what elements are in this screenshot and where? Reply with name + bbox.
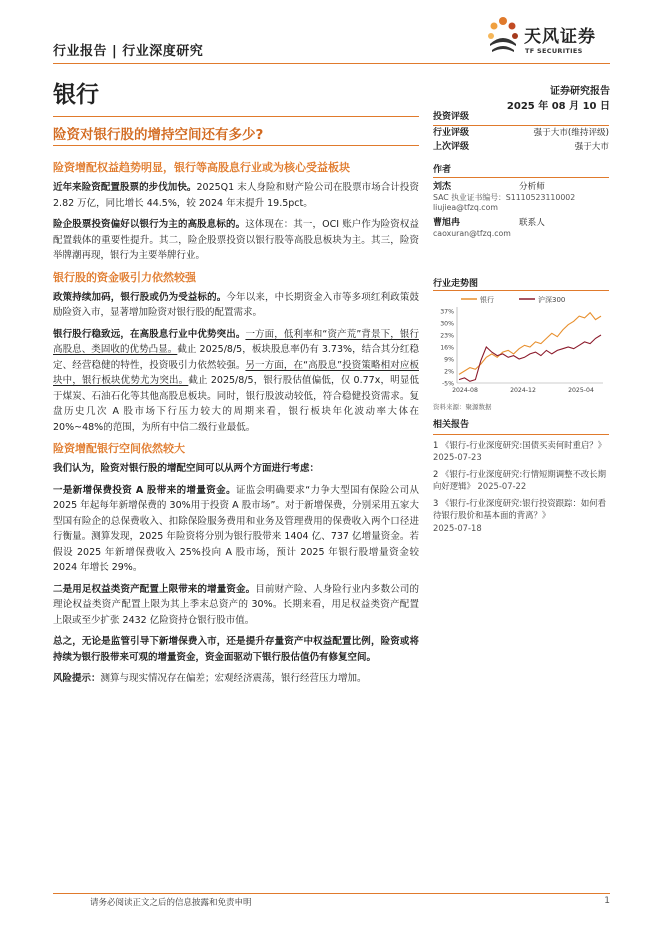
section-title: 险资增配权益趋势明显，银行等高股息行业或为核心受益板块 xyxy=(53,161,350,174)
rating-row xyxy=(433,140,609,155)
para-lead: 政策持续加码，银行股或仍为受益标的。 xyxy=(53,291,227,303)
para-body: 2025Q1 末人身险和财产险公司在股票市场合计投资 2.82 万亿，同比增长 44.5%，较 2024 年末提升 19.5pct。 xyxy=(53,182,419,209)
legend-label: 沪深300 xyxy=(538,296,566,304)
paragraph xyxy=(53,461,419,477)
related-report-date: 2025-07-22 xyxy=(477,481,527,491)
paragraph xyxy=(53,290,419,321)
chart-source: 资料来源：聚源数据 xyxy=(433,403,492,411)
related-report-date: 2025-07-23 xyxy=(433,452,482,462)
company-logo xyxy=(486,14,616,60)
related-report-title[interactable]: 2 《银行-行业深度研究:行情短期调整不改长期向好逻辑》 xyxy=(433,468,606,491)
legend-label: 银行 xyxy=(480,296,494,304)
para-lead: 一是新增保费投资 A 股带来的增量资金。 xyxy=(53,484,236,496)
series-line-bank xyxy=(459,313,601,375)
para-underlined: 一方面，低利率和“资产荒”背景下，银行高股息、类固收的优势凸显。 xyxy=(53,328,419,355)
page-number: 1 xyxy=(604,896,610,906)
y-tick-label: 2% xyxy=(444,368,454,376)
author-email[interactable]: liujiea@tfzq.com xyxy=(433,203,498,212)
document-type: 证券研究报告 xyxy=(550,86,610,97)
related-reports xyxy=(433,419,609,534)
author-row xyxy=(433,181,609,193)
paragraph xyxy=(53,217,419,264)
para-lead: 风险提示： xyxy=(53,673,101,684)
rating-row-label: 上次评级 xyxy=(433,142,470,152)
section-title: 险资增配银行空间依然较大 xyxy=(53,442,185,455)
author-name: 曹旭冉 xyxy=(433,218,461,228)
footer-disclaimer[interactable]: 请务必阅读正文之后的信息披露和免责申明 xyxy=(90,898,252,908)
logo-mark-icon xyxy=(486,16,520,58)
para-body: 今年以来，中长期资金入市等多项红利政策鼓励险资入市，显著增加险资对银行股的配置需求。 xyxy=(53,291,419,318)
x-tick-label: 2024-08 xyxy=(452,387,478,394)
document-date: 2025 年 08 月 10 日 xyxy=(506,101,610,112)
author-role: 分析师 xyxy=(519,182,545,192)
para-body: 目前财产险、人身险行业内多数公司的理论权益类资产配置上限为其上季末总资产的 30%。长期来看，用足权益类资产配置上限或至少扩张 2432 亿险资持仓银行股市值。 xyxy=(53,583,419,626)
industry-trend-chart xyxy=(433,276,609,406)
authors-header xyxy=(433,163,609,178)
related-report-item[interactable] xyxy=(433,497,609,535)
paragraph xyxy=(53,327,419,436)
author-email[interactable]: caoxuran@tfzq.com xyxy=(433,229,511,238)
rating-row-value: 强于大市 xyxy=(574,142,609,152)
y-tick-label: 30% xyxy=(440,320,454,328)
report-headline xyxy=(53,116,419,146)
sidebar xyxy=(433,110,609,239)
author-row xyxy=(433,217,609,229)
chart-title: 行业走势图 xyxy=(433,279,479,289)
related-report-date: 2025-07-18 xyxy=(433,522,482,533)
author-name: 刘杰 xyxy=(433,182,452,192)
rating-row-label: 行业评级 xyxy=(433,127,470,138)
paragraph xyxy=(53,483,419,576)
rating-label: 投资评级 xyxy=(433,112,470,122)
y-tick-label: 37% xyxy=(440,308,454,316)
para-body: 测算与现实情况存在偏差；宏观经济震荡，银行经营压力增加。 xyxy=(100,673,367,684)
footer-divider xyxy=(53,893,610,894)
rating-header xyxy=(433,110,609,125)
paragraph xyxy=(53,634,419,665)
logo-text-cn: 天风证券 xyxy=(524,27,596,47)
related-report-title[interactable]: 3 《银行-行业深度研究:银行投资跟踪：如何看待银行股价和基本面的背离？》 xyxy=(433,497,606,520)
y-tick-label: 16% xyxy=(440,344,454,352)
related-label: 相关报告 xyxy=(433,420,470,430)
section-title: 银行股的资金吸引力依然较强 xyxy=(53,270,196,284)
para-lead: 二是用足权益类资产配置上限带来的增量资金。 xyxy=(53,583,256,595)
y-tick-label: -5% xyxy=(441,380,454,388)
related-report-title[interactable]: 1 《银行-行业深度研究:国债买卖何时重启？》 xyxy=(433,439,606,450)
header-divider xyxy=(53,63,610,64)
logo-text-en: TF SECURITIES xyxy=(525,47,583,55)
related-report-item[interactable] xyxy=(433,468,609,493)
paragraph xyxy=(53,180,419,211)
author-cert: SAC 执业证书编号：S1110523110002 xyxy=(433,193,576,202)
author-role: 联系人 xyxy=(519,218,545,228)
x-tick-label: 2025-04 xyxy=(568,387,594,394)
authors-label: 作者 xyxy=(433,164,452,175)
trend-chart-svg xyxy=(433,291,609,403)
sidebar-divider xyxy=(433,434,609,435)
para-body: 截止 2025/8/5，银行股估值偏低，仅 0.77x，明显低于煤炭、石油石化等其他高股息板块。同时，银行股波动较低，符合稳健投资需求。复盘历史几次 A 股市场下行压力较大的周期来看，银行板块年化波动率大体在 20%~48%的范围，为所有中信二级行业最低。 xyxy=(53,375,419,433)
industry-title: 银行 xyxy=(53,82,99,108)
para-lead: 近年来险资配置股票的步伐加快。 xyxy=(53,182,197,193)
related-report-item[interactable] xyxy=(433,439,609,464)
headline-text: 险资对银行股的增持空间还有多少? xyxy=(53,127,264,143)
para-lead: 我们认为，险资对银行股的增配空间可以从两个方面进行考虑： xyxy=(53,463,320,474)
para-lead: 总之，无论是监管引导下新增保费入市，还是提升存量资产中权益配置比例，险资或将持续为银行股带来可观的增量资金，资金面驱动下银行股估值仍有修复空间。 xyxy=(53,636,419,663)
paragraph xyxy=(53,582,419,629)
breadcrumb: 行业报告 | 行业深度研究 xyxy=(53,44,204,59)
x-tick-label: 2024-12 xyxy=(510,387,536,394)
rating-row-value: 强于大市(维持评级) xyxy=(533,127,609,138)
para-lead: 银行股行稳致远，在高股息行业中优势突出。 xyxy=(53,328,246,340)
y-tick-label: 23% xyxy=(440,332,454,340)
para-lead: 险企股票投资偏好以银行为主的高股息标的。 xyxy=(53,219,246,230)
para-body: 截止 2025/8/5，板块股息率仍有 3.73%，结合其分红稳定、经营稳健的特性，投资吸引力依然较强。 xyxy=(53,344,419,371)
para-underlined: 另一方面，在“高股息”投资策略相对应板块中，银行板块优势尤为突出。 xyxy=(53,359,419,386)
series-line-csi300 xyxy=(459,335,601,381)
page-header xyxy=(0,0,662,70)
para-body: 这体现在：其一，OCI 账户作为险资权益配置载体的重要性提升。其二，险企股票投资以银行股等高股息板块为主。其三，险资举牌潮再现，银行为主要举牌行业。 xyxy=(53,219,419,261)
para-body: 证监会明确要求“力争大型国有保险公司从 2025 年起每年新增保费的 30%用于投资 A 股市场”。对于新增保费，分别采用五家大型国有险企的总保费收入、扣除保险服务费用和业务及管理费用的保费收入两个口径进行衡量。测算发现，2025 年险资将分别为银行股带来 1404 亿、737 亿增量资金。若假设 2025 年新增保费收入 25%投向 A 股市场，预计 2025 年银行股增量资金较 2024 年增长 29%。 xyxy=(53,484,419,573)
main-content xyxy=(53,154,419,693)
paragraph xyxy=(53,671,419,687)
y-tick-label: 9% xyxy=(444,356,454,364)
rating-row xyxy=(433,126,609,141)
